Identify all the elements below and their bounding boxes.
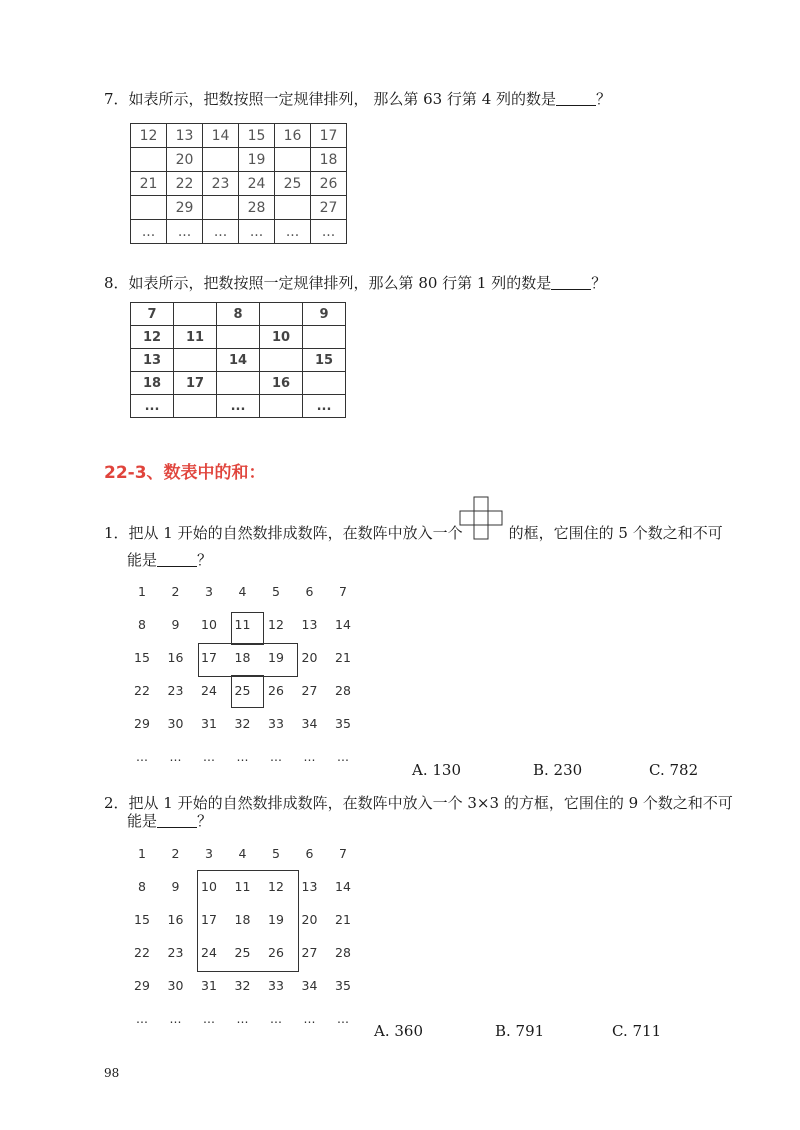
question-7-table — [130, 123, 347, 244]
grid-number: 9 — [171, 617, 180, 632]
grid-number: 32 — [234, 716, 251, 731]
table-cell — [260, 349, 303, 372]
table-row — [131, 196, 347, 220]
grid-number: ... — [337, 1011, 349, 1026]
problem-2-line-2 — [127, 810, 212, 831]
table-row — [131, 172, 347, 196]
grid-number: 9 — [171, 879, 180, 894]
question-mark: ？ — [591, 274, 607, 292]
grid-number: 4 — [238, 846, 247, 861]
cross-frame-top — [231, 612, 264, 645]
grid-number: 19 — [268, 650, 284, 665]
table-row — [131, 326, 346, 349]
table-cell — [303, 326, 346, 349]
table-cell — [275, 148, 311, 172]
grid-number: 15 — [134, 912, 150, 927]
grid-number: 35 — [335, 716, 351, 731]
grid-number: 14 — [335, 617, 351, 632]
problem-1-text-b: 的框，它围住的 5 个数之和不可 — [508, 524, 723, 542]
grid-number: 22 — [134, 683, 150, 698]
grid-number: ... — [136, 1011, 148, 1026]
grid-number: 23 — [167, 683, 184, 698]
table-cell: 13 — [131, 349, 174, 372]
table-cell: ... — [167, 220, 203, 244]
grid-number: 2 — [171, 584, 180, 599]
question-mark: ？ — [197, 551, 213, 569]
table-cell: 16 — [260, 372, 303, 395]
table-cell: ... — [311, 220, 347, 244]
table-cell: 29 — [167, 196, 203, 220]
table-cell: 8 — [217, 303, 260, 326]
grid-number: ... — [270, 1011, 282, 1026]
answer-blank — [157, 552, 197, 567]
grid-number: 31 — [201, 978, 217, 993]
grid-number: 11 — [234, 617, 251, 632]
grid-number: 6 — [305, 846, 314, 861]
answer-option: B. 791 — [495, 1022, 545, 1040]
table-cell: 24 — [239, 172, 275, 196]
table-cell: 20 — [167, 148, 203, 172]
grid-number: 16 — [167, 912, 184, 927]
table-cell: 13 — [167, 124, 203, 148]
grid-number: 10 — [201, 879, 217, 894]
table-cell — [260, 395, 303, 418]
table-cell: ... — [131, 220, 167, 244]
grid-number: 5 — [272, 584, 280, 599]
problem-1-line-2 — [127, 549, 212, 570]
page-number: 98 — [104, 1066, 120, 1080]
grid-number: 28 — [335, 683, 351, 698]
table-cell: 17 — [174, 372, 217, 395]
table-cell: 22 — [167, 172, 203, 196]
answer-option: C. 711 — [612, 1022, 662, 1040]
table-cell: 7 — [131, 303, 174, 326]
table-cell: 18 — [131, 372, 174, 395]
table-cell: 26 — [311, 172, 347, 196]
problem-1-text-c: 能是 — [127, 551, 158, 569]
problem-1-text-a: 1．把从 1 开始的自然数排成数阵，在数阵中放入一个 — [104, 524, 463, 542]
table-cell — [260, 303, 303, 326]
table-cell — [203, 196, 239, 220]
grid-number: 5 — [272, 846, 280, 861]
grid-number: 21 — [335, 650, 351, 665]
grid-number: 32 — [234, 978, 251, 993]
table-cell: ... — [239, 220, 275, 244]
grid-number: 28 — [335, 945, 351, 960]
grid-number: 27 — [301, 945, 318, 960]
grid-number: 34 — [301, 978, 318, 993]
grid-number: 30 — [167, 978, 184, 993]
grid-number: 4 — [238, 584, 247, 599]
grid-number: 22 — [134, 945, 150, 960]
question-8-text: 8．如表所示，把数按照一定规律排列，那么第 80 行第 1 列的数是 — [104, 274, 552, 292]
cross-frame-middle — [198, 643, 298, 677]
grid-number: 33 — [268, 978, 284, 993]
grid-number: 26 — [268, 683, 284, 698]
table-cell: ... — [203, 220, 239, 244]
table-cell — [131, 148, 167, 172]
table-cell: 25 — [275, 172, 311, 196]
grid-number: 1 — [138, 846, 146, 861]
answer-blank — [157, 813, 197, 828]
answer-option: B. 230 — [533, 761, 583, 779]
table-cell — [217, 372, 260, 395]
grid-number: 31 — [201, 716, 217, 731]
grid-number: 24 — [201, 945, 217, 960]
grid-number: 17 — [201, 912, 217, 927]
grid-number: 20 — [301, 912, 318, 927]
table-cell: ... — [303, 395, 346, 418]
table-cell: 14 — [217, 349, 260, 372]
table-cell: 9 — [303, 303, 346, 326]
grid-number: 29 — [134, 978, 150, 993]
grid-number: 3 — [205, 846, 213, 861]
table-row — [131, 148, 347, 172]
answer-option: C. 782 — [649, 761, 699, 779]
table-cell: 19 — [239, 148, 275, 172]
grid-number: ... — [169, 749, 182, 764]
grid-number: 29 — [134, 716, 150, 731]
grid-number: 12 — [268, 879, 284, 894]
grid-number: 8 — [138, 617, 146, 632]
table-row — [131, 220, 347, 244]
question-8 — [104, 272, 606, 293]
question-7 — [104, 88, 611, 109]
problem-1-line-1 — [104, 522, 723, 543]
question-mark: ？ — [197, 812, 213, 830]
table-row — [131, 372, 346, 395]
square-frame-3x3 — [197, 870, 299, 972]
question-mark: ？ — [596, 90, 612, 108]
table-cell: 15 — [303, 349, 346, 372]
table-cell — [275, 196, 311, 220]
table-cell: 11 — [174, 326, 217, 349]
cross-frame-bottom — [231, 675, 264, 708]
problem-2-text-a: 2．把从 1 开始的自然数排成数阵，在数阵中放入一个 3×3 的方框，它围住的 9 个数之和不可 — [104, 794, 733, 812]
problem-2-text-b: 能是 — [127, 812, 158, 830]
table-cell: ... — [275, 220, 311, 244]
grid-number: ... — [169, 1011, 182, 1026]
grid-number: 7 — [339, 846, 347, 861]
grid-number: 16 — [167, 650, 184, 665]
grid-number: 18 — [234, 912, 251, 927]
grid-number: ... — [203, 749, 215, 764]
table-row — [131, 395, 346, 418]
answer-option: A. 360 — [374, 1022, 423, 1040]
grid-number: 23 — [167, 945, 184, 960]
grid-number: 17 — [201, 650, 217, 665]
grid-number: 1 — [138, 584, 146, 599]
table-cell: ... — [131, 395, 174, 418]
question-7-text: 7．如表所示，把数按照一定规律排列， 那么第 63 行第 4 列的数是 — [104, 90, 557, 108]
table-cell: 21 — [131, 172, 167, 196]
table-cell: 12 — [131, 326, 174, 349]
grid-number: 34 — [301, 716, 318, 731]
grid-number: ... — [270, 749, 282, 764]
answer-blank — [556, 91, 596, 106]
table-row — [131, 124, 347, 148]
table-cell — [217, 326, 260, 349]
grid-number: 19 — [268, 912, 284, 927]
table-cell: 15 — [239, 124, 275, 148]
table-cell: 18 — [311, 148, 347, 172]
grid-number: 25 — [234, 683, 251, 698]
grid-number: ... — [236, 749, 249, 764]
grid-number: 33 — [268, 716, 284, 731]
table-cell — [174, 303, 217, 326]
grid-number: 13 — [301, 879, 318, 894]
grid-number: 3 — [205, 584, 213, 599]
grid-number: 12 — [268, 617, 284, 632]
table-cell: 16 — [275, 124, 311, 148]
grid-number: 14 — [335, 879, 351, 894]
section-title: 22-3、数表中的和： — [104, 463, 266, 483]
table-cell — [131, 196, 167, 220]
table-cell — [174, 349, 217, 372]
table-cell: ... — [217, 395, 260, 418]
table-cell: 27 — [311, 196, 347, 220]
grid-number: 21 — [335, 912, 351, 927]
grid-number: ... — [303, 749, 316, 764]
table-cell — [203, 148, 239, 172]
grid-number: ... — [236, 1011, 249, 1026]
grid-number: 7 — [339, 584, 347, 599]
table-cell: 12 — [131, 124, 167, 148]
grid-number: 20 — [301, 650, 318, 665]
grid-number: 8 — [138, 879, 146, 894]
grid-number: 30 — [167, 716, 184, 731]
grid-number: 10 — [201, 617, 217, 632]
grid-number: 11 — [234, 879, 251, 894]
grid-number: ... — [136, 749, 148, 764]
grid-number: 18 — [234, 650, 251, 665]
table-cell: 23 — [203, 172, 239, 196]
grid-number: 35 — [335, 978, 351, 993]
table-cell: 28 — [239, 196, 275, 220]
table-cell: 14 — [203, 124, 239, 148]
table-cell: 17 — [311, 124, 347, 148]
grid-number: ... — [303, 1011, 316, 1026]
answer-blank — [551, 275, 591, 290]
grid-number: 24 — [201, 683, 217, 698]
grid-number: ... — [337, 749, 349, 764]
table-cell: 10 — [260, 326, 303, 349]
cross-shape-icon — [457, 496, 505, 540]
grid-number: 25 — [234, 945, 251, 960]
grid-number: 2 — [171, 846, 180, 861]
table-cell — [303, 372, 346, 395]
grid-number: 26 — [268, 945, 284, 960]
table-cell — [174, 395, 217, 418]
grid-number: ... — [203, 1011, 215, 1026]
grid-number: 27 — [301, 683, 318, 698]
grid-number: 6 — [305, 584, 314, 599]
answer-option: A. 130 — [412, 761, 461, 779]
table-row — [131, 349, 346, 372]
question-8-table — [130, 302, 346, 418]
grid-number: 13 — [301, 617, 318, 632]
table-row — [131, 303, 346, 326]
grid-number: 15 — [134, 650, 150, 665]
